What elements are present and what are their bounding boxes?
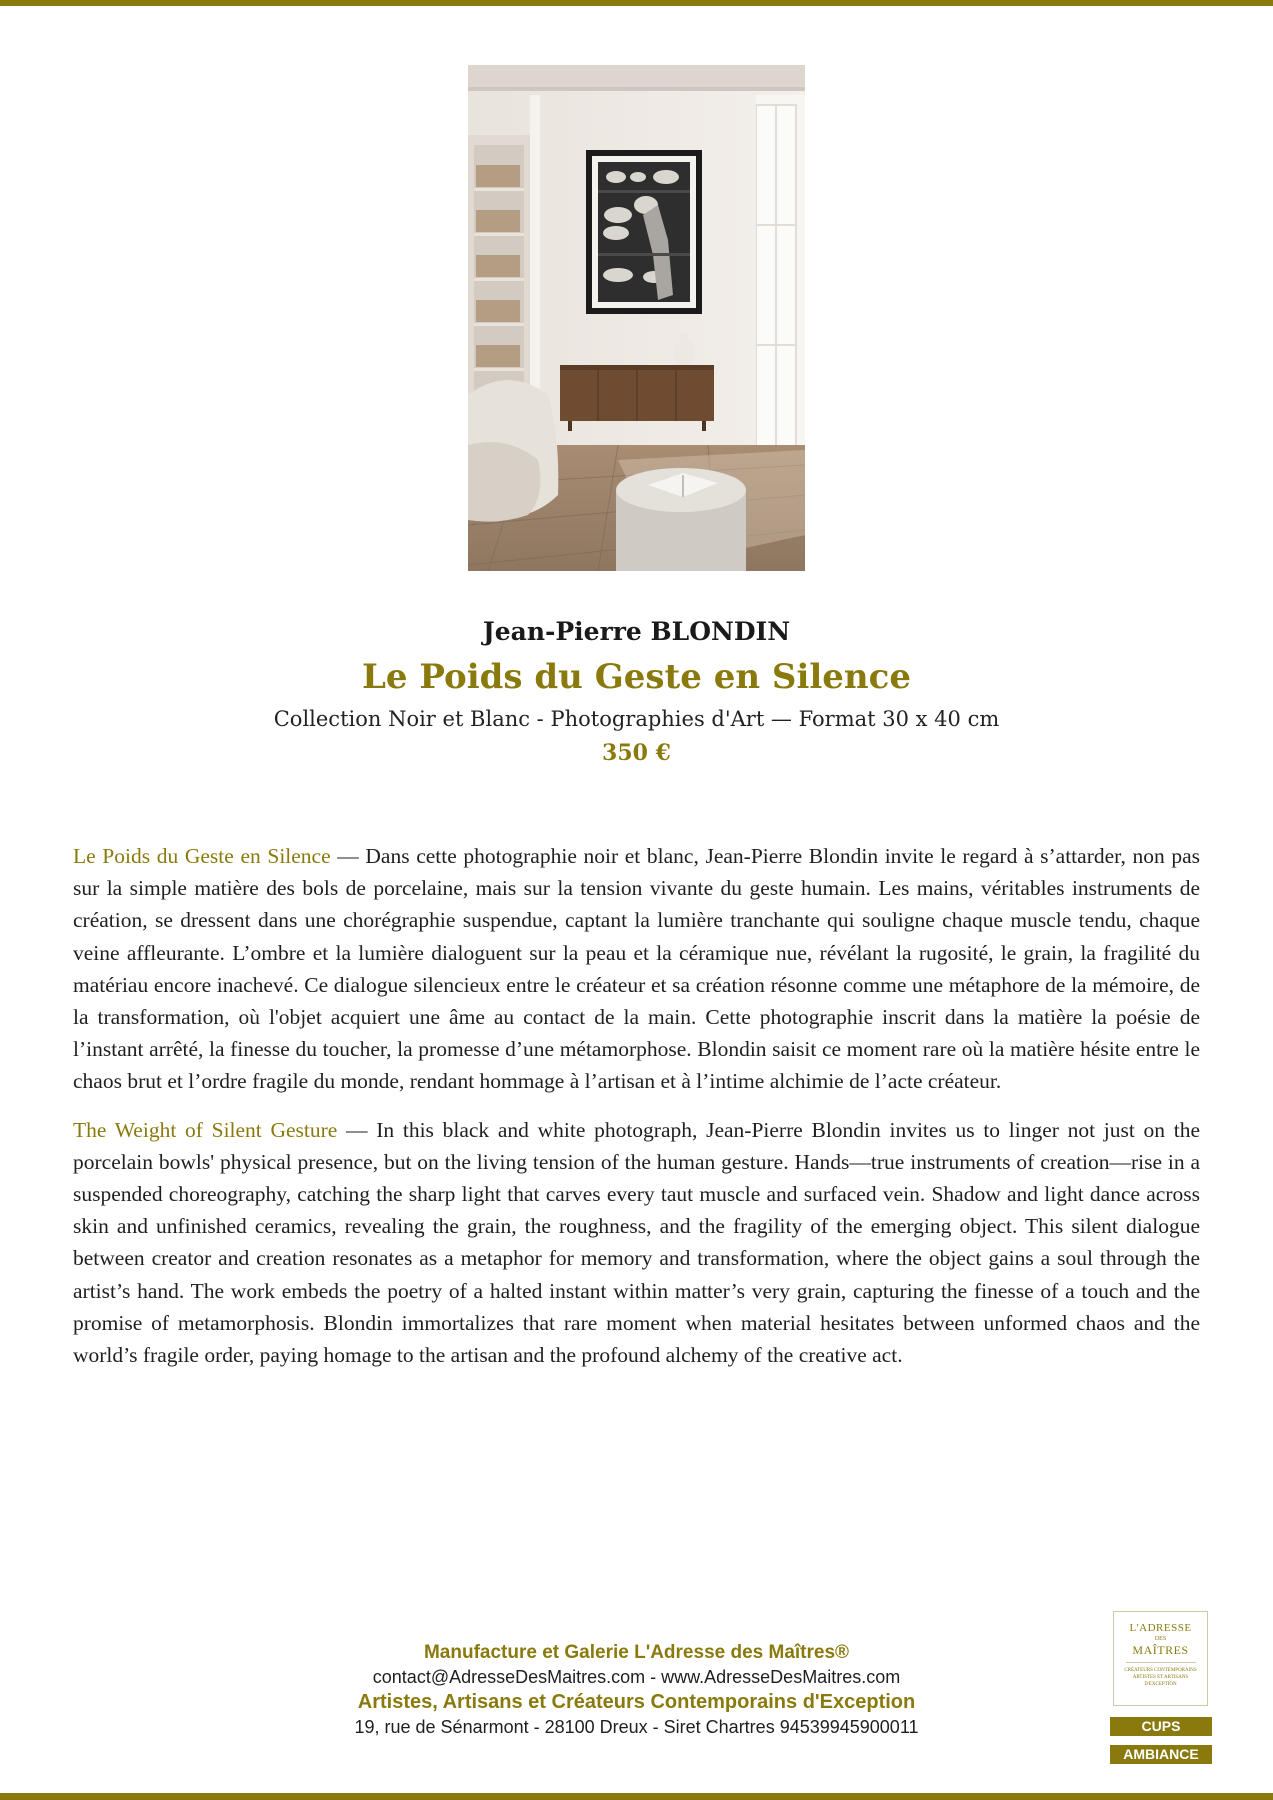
footer-company: Manufacture et Galerie L'Adresse des Maîtres® [423,1642,850,1663]
footer-address: 19, rue de Sénarmont - 28100 Dreux - Siret Chartres 94539945900011 [354,1717,919,1737]
footer [0,1640,1273,1740]
artwork-header [0,612,1273,770]
top-accent-bar [0,0,1273,6]
logo-line-2: DES [1154,1636,1167,1642]
description-fr-text: — Dans cette photographie noir et blanc, Jean-Pierre Blondin invite le regard à s’attarder, non pas sur la simple matière des bols de porcelaine, mais sur la tension vivante du geste humain. Les mains, véritables instruments de création, se dressent dans une chorégraphie suspendue, captant la lumière tranchante qui souligne chaque muscle tendu, chaque veine affleurante. L’ombre et la lumière dialoguent sur la peau et la céramique nue, révélant la rugosité, le grain, la fragilité du matériau encore inachevé. Ce dialogue silencieux entre le créateur et sa création résonne comme une métaphore de la mémoire, de la transformation, où l'objet acquiert une âme au contact de la main. Cette photographie inscrit dans la matière la poésie de l’instant arrêté, la finesse du toucher, la promesse d’une métamorphose. Blondin saisit ce moment rare où la matière hésite entre le chaos brut et l’ordre fragile du monde, rendant hommage à l’artisan et à l’intime alchimie de l’acte créateur. [73,844,1200,1094]
logo-divider [1126,1662,1196,1663]
description [73,840,1200,1387]
tag-ambiance[interactable]: AMBIANCE [1110,1745,1212,1764]
artwork-subtitle: Collection Noir et Blanc - Photographies d'Art — Format 30 x 40 cm [273,707,1000,731]
logo-line-1: L'ADRESSE [1129,1622,1192,1634]
description-en-lead: The Weight of Silent Gesture [73,1117,338,1142]
footer-tagline: Artistes, Artisans et Créateurs Contemporains d'Exception [357,1691,916,1713]
description-fr [73,840,1200,1098]
artist-name: Jean-Pierre BLONDIN [482,617,791,646]
artwork-price: 350 € [602,740,671,766]
logo-line-3: MAÎTRES [1132,1643,1189,1657]
artwork-title: Le Poids du Geste en Silence [362,657,911,697]
description-fr-lead: Le Poids du Geste en Silence [73,844,331,868]
description-en [73,1114,1200,1372]
tag-cups[interactable]: CUPS [1110,1717,1212,1736]
artwork-image [468,65,805,571]
gallery-logo [1113,1611,1208,1706]
footer-contact[interactable]: contact@AdresseDesMaitres.com - www.AdresseDesMaitres.com [372,1667,901,1687]
logo-line-4: CRÉATEURS CONTEMPORAINS ARTISTES ET ARTISANS D'EXCEPTION [1124,1668,1197,1687]
description-en-text: — In this black and white photograph, Jean-Pierre Blondin invites us to linger not just on the porcelain bowls' physical presence, but on the living tension of the human gesture. Hands—true instruments of creation—rise in a suspended choreography, catching the sharp light that carves every taut muscle and surfaced vein. Shadow and light dance across skin and unfinished ceramics, revealing the grain, the roughness, and the fragility of the emerging object. This silent dialogue between creator and creation resonates as a metaphor for memory and transformation, where the object gains a soul through the artist’s hand. The work embeds the poetry of a halted instant within matter’s very grain, capturing the finesse of a touch and the promise of metamorphosis. Blondin immortalizes that rare moment when material hesitates between unformed chaos and the world’s fragile order, paying homage to the artisan and the profound alchemy of the creative act. [73,1117,1200,1368]
bottom-accent-bar [0,1793,1273,1800]
